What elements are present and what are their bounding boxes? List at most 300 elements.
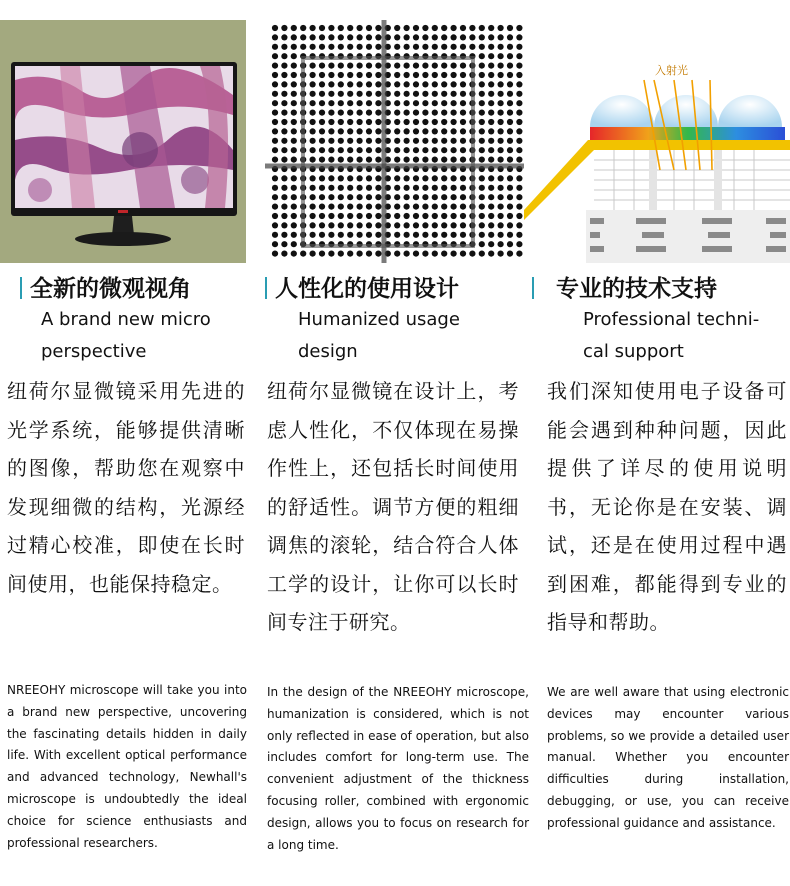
grid-dot bbox=[281, 72, 287, 78]
grid-dot bbox=[328, 157, 334, 163]
grid-dot bbox=[516, 128, 522, 134]
grid-dot bbox=[498, 100, 504, 106]
grid-dot bbox=[488, 91, 494, 97]
section-title-cn bbox=[20, 270, 191, 303]
grid-dot bbox=[404, 204, 410, 210]
grid-dot bbox=[375, 222, 381, 228]
grid-dot bbox=[479, 157, 485, 163]
grid-dot bbox=[319, 110, 325, 116]
grid-dot bbox=[451, 110, 457, 116]
grid-dot bbox=[432, 232, 438, 238]
grid-dot bbox=[338, 100, 344, 106]
grid-dot bbox=[516, 81, 522, 87]
grid-dot bbox=[488, 34, 494, 40]
grid-dot bbox=[507, 63, 513, 69]
grid-dot bbox=[272, 100, 278, 106]
grid-dot bbox=[422, 119, 428, 125]
grid-dot bbox=[432, 147, 438, 153]
grid-dot bbox=[413, 232, 419, 238]
en-title-line: Humanized usage bbox=[298, 309, 460, 330]
grid-dot bbox=[460, 128, 466, 134]
grid-dot bbox=[310, 44, 316, 50]
grid-dot bbox=[272, 110, 278, 116]
grid-dot bbox=[347, 194, 353, 200]
grid-dot bbox=[413, 72, 419, 78]
grid-dot bbox=[310, 25, 316, 31]
grid-dot bbox=[507, 100, 513, 106]
grid-dot bbox=[432, 128, 438, 134]
grid-dot bbox=[347, 119, 353, 125]
grid-dot bbox=[328, 204, 334, 210]
grid-dot bbox=[272, 63, 278, 69]
grid-dot bbox=[366, 128, 372, 134]
grid-dot bbox=[291, 175, 297, 181]
grid-dot bbox=[347, 63, 353, 69]
grid-dot bbox=[281, 204, 287, 210]
grid-dot bbox=[357, 128, 363, 134]
grid-dot bbox=[498, 138, 504, 144]
grid-dot bbox=[272, 222, 278, 228]
grid-dot bbox=[413, 44, 419, 50]
grid-dot bbox=[338, 232, 344, 238]
grid-dot bbox=[272, 44, 278, 50]
grid-dot bbox=[516, 222, 522, 228]
grid-dot bbox=[413, 119, 419, 125]
grid-dot bbox=[413, 91, 419, 97]
grid-dot bbox=[272, 147, 278, 153]
grid-dot bbox=[469, 25, 475, 31]
grid-dot bbox=[291, 44, 297, 50]
grid-dot bbox=[366, 44, 372, 50]
grid-dot bbox=[394, 185, 400, 191]
grid-dot bbox=[441, 119, 447, 125]
grid-dot bbox=[272, 81, 278, 87]
grid-dot bbox=[338, 110, 344, 116]
grid-dot bbox=[479, 204, 485, 210]
grid-dot bbox=[422, 175, 428, 181]
grid-dot bbox=[441, 222, 447, 228]
grid-dot bbox=[328, 25, 334, 31]
grid-dot bbox=[479, 128, 485, 134]
grid-dot bbox=[328, 222, 334, 228]
grid-dot bbox=[516, 194, 522, 200]
grid-dot bbox=[319, 204, 325, 210]
grid-dot bbox=[460, 251, 466, 257]
grid-dot bbox=[394, 175, 400, 181]
grid-dot bbox=[328, 147, 334, 153]
grid-dot bbox=[460, 213, 466, 219]
grid-dot bbox=[498, 175, 504, 181]
grid-dot bbox=[488, 119, 494, 125]
grid-dot bbox=[300, 25, 306, 31]
grid-dot bbox=[319, 119, 325, 125]
grid-dot bbox=[366, 222, 372, 228]
grid-dot bbox=[413, 25, 419, 31]
grid-dot bbox=[319, 251, 325, 257]
grid-dot bbox=[507, 119, 513, 125]
grid-dot bbox=[328, 251, 334, 257]
grid-dot bbox=[516, 44, 522, 50]
grid-dot bbox=[375, 147, 381, 153]
grid-dot bbox=[310, 138, 316, 144]
grid-dot bbox=[507, 91, 513, 97]
grid-dot bbox=[394, 232, 400, 238]
grid-dot bbox=[375, 81, 381, 87]
grid-dot bbox=[422, 138, 428, 144]
grid-dot bbox=[338, 128, 344, 134]
grid-dot bbox=[281, 222, 287, 228]
grid-dot bbox=[291, 81, 297, 87]
description-cn: 纽荷尔显微镜在设计上，考虑人性化，不仅体现在易操作性上，还包括长时间使用的舒适性。调节方便的粗细调焦的滚轮，结合符合人体工学的设计，让你可以长时间专注于研究。 bbox=[267, 379, 519, 634]
grid-dot bbox=[432, 138, 438, 144]
grid-dot bbox=[404, 91, 410, 97]
grid-dot bbox=[357, 185, 363, 191]
grid-dot bbox=[479, 44, 485, 50]
grid-dot bbox=[328, 194, 334, 200]
grid-dot bbox=[516, 34, 522, 40]
grid-dot bbox=[451, 44, 457, 50]
grid-dot bbox=[366, 119, 372, 125]
grid-dot bbox=[319, 222, 325, 228]
grid-dot bbox=[357, 44, 363, 50]
grid-dot bbox=[272, 232, 278, 238]
grid-dot bbox=[498, 147, 504, 153]
grid-dot bbox=[488, 232, 494, 238]
grid-dot bbox=[300, 34, 306, 40]
grid-dot bbox=[460, 138, 466, 144]
grid-dot bbox=[394, 128, 400, 134]
grid-dot bbox=[281, 175, 287, 181]
grid-dot bbox=[507, 110, 513, 116]
grid-dot bbox=[516, 175, 522, 181]
grid-dot bbox=[291, 194, 297, 200]
grid-dot bbox=[366, 110, 372, 116]
grid-dot bbox=[432, 204, 438, 210]
grid-dot bbox=[291, 147, 297, 153]
grid-dot bbox=[310, 63, 316, 69]
grid-dot bbox=[319, 128, 325, 134]
grid-dot bbox=[272, 128, 278, 134]
grid-dot bbox=[404, 185, 410, 191]
section-title-cn bbox=[532, 270, 717, 303]
grid-dot bbox=[319, 213, 325, 219]
grid-dot bbox=[404, 222, 410, 228]
grid-dot bbox=[422, 232, 428, 238]
grid-dot bbox=[310, 119, 316, 125]
monitor-microscope-image bbox=[0, 20, 246, 263]
grid-dot bbox=[498, 194, 504, 200]
grid-dot bbox=[281, 100, 287, 106]
grid-dot bbox=[375, 44, 381, 50]
grid-dot bbox=[281, 63, 287, 69]
grid-dot bbox=[366, 81, 372, 87]
grid-dot bbox=[404, 100, 410, 106]
grid-dot bbox=[451, 138, 457, 144]
grid-dot bbox=[460, 119, 466, 125]
grid-dot bbox=[310, 128, 316, 134]
grid-dot bbox=[441, 34, 447, 40]
grid-dot bbox=[319, 138, 325, 144]
grid-dot bbox=[272, 91, 278, 97]
accent-bar bbox=[265, 277, 267, 299]
grid-dot bbox=[328, 119, 334, 125]
grid-dot bbox=[357, 251, 363, 257]
grid-dot bbox=[319, 157, 325, 163]
grid-dot bbox=[460, 147, 466, 153]
grid-dot bbox=[441, 232, 447, 238]
grid-dot bbox=[328, 91, 334, 97]
grid-dot bbox=[460, 204, 466, 210]
grid-dot bbox=[347, 222, 353, 228]
grid-dot bbox=[375, 232, 381, 238]
grid-dot bbox=[357, 91, 363, 97]
grid-dot bbox=[432, 100, 438, 106]
grid-dot bbox=[488, 81, 494, 87]
grid-dot bbox=[498, 157, 504, 163]
grid-dot bbox=[516, 72, 522, 78]
grid-dot bbox=[338, 81, 344, 87]
grid-dot bbox=[516, 157, 522, 163]
grid-dot bbox=[441, 100, 447, 106]
grid-dot bbox=[366, 204, 372, 210]
grid-dot bbox=[357, 119, 363, 125]
grid-dot bbox=[291, 251, 297, 257]
grid-dot bbox=[291, 204, 297, 210]
grid-dot bbox=[498, 251, 504, 257]
grid-dot bbox=[319, 185, 325, 191]
grid-dot bbox=[479, 34, 485, 40]
grid-dot bbox=[441, 204, 447, 210]
grid-dot bbox=[479, 194, 485, 200]
grid-dot bbox=[451, 91, 457, 97]
grid-dot bbox=[347, 185, 353, 191]
grid-dot bbox=[498, 110, 504, 116]
grid-dot bbox=[498, 25, 504, 31]
grid-dot bbox=[404, 63, 410, 69]
grid-dot bbox=[394, 222, 400, 228]
section-title-en bbox=[583, 304, 759, 368]
grid-dot bbox=[413, 34, 419, 40]
grid-dot bbox=[413, 194, 419, 200]
grid-dot bbox=[347, 25, 353, 31]
grid-dot bbox=[328, 81, 334, 87]
grid-dot bbox=[357, 175, 363, 181]
grid-dot bbox=[394, 138, 400, 144]
grid-dot bbox=[281, 157, 287, 163]
grid-dot bbox=[347, 138, 353, 144]
grid-dot bbox=[291, 157, 297, 163]
grid-dot bbox=[441, 44, 447, 50]
accent-bar bbox=[532, 277, 534, 299]
grid-dot bbox=[422, 91, 428, 97]
grid-dot bbox=[357, 194, 363, 200]
grid-dot bbox=[507, 222, 513, 228]
grid-dot bbox=[507, 81, 513, 87]
grid-dot bbox=[347, 44, 353, 50]
grid-dot bbox=[404, 232, 410, 238]
grid-dot bbox=[451, 119, 457, 125]
grid-dot bbox=[498, 204, 504, 210]
grid-dot bbox=[366, 194, 372, 200]
grid-dot bbox=[488, 213, 494, 219]
grid-dot bbox=[347, 175, 353, 181]
grid-dot bbox=[413, 222, 419, 228]
grid-dot bbox=[375, 251, 381, 257]
grid-dot bbox=[507, 185, 513, 191]
grid-dot bbox=[451, 81, 457, 87]
grid-dot bbox=[413, 147, 419, 153]
grid-dot bbox=[479, 110, 485, 116]
grid-dot bbox=[328, 185, 334, 191]
grid-dot bbox=[498, 128, 504, 134]
section-title-en bbox=[298, 304, 460, 368]
grid-dot bbox=[272, 72, 278, 78]
grid-dot bbox=[469, 34, 475, 40]
grid-dot bbox=[404, 194, 410, 200]
grid-dot bbox=[432, 44, 438, 50]
grid-dot bbox=[394, 100, 400, 106]
grid-dot bbox=[479, 241, 485, 247]
grid-dot bbox=[507, 251, 513, 257]
grid-dot bbox=[394, 119, 400, 125]
grid-dot bbox=[432, 110, 438, 116]
grid-dot bbox=[404, 251, 410, 257]
grid-dot bbox=[488, 241, 494, 247]
grid-dot bbox=[375, 185, 381, 191]
grid-dot bbox=[422, 81, 428, 87]
grid-dot bbox=[479, 53, 485, 59]
grid-dot bbox=[432, 185, 438, 191]
grid-dot bbox=[460, 222, 466, 228]
section-title-en bbox=[41, 304, 211, 368]
grid-dot bbox=[328, 128, 334, 134]
grid-dot bbox=[488, 175, 494, 181]
grid-dot bbox=[281, 34, 287, 40]
grid-dot bbox=[516, 138, 522, 144]
grid-dot bbox=[479, 175, 485, 181]
grid-dot bbox=[375, 204, 381, 210]
grid-dot bbox=[422, 72, 428, 78]
en-title-line: perspective bbox=[41, 341, 147, 362]
grid-dot bbox=[498, 91, 504, 97]
grid-dot bbox=[375, 100, 381, 106]
grid-dot bbox=[375, 213, 381, 219]
grid-dot bbox=[507, 138, 513, 144]
grid-dot bbox=[281, 147, 287, 153]
grid-dot bbox=[498, 72, 504, 78]
grid-dot bbox=[441, 63, 447, 69]
grid-dot bbox=[394, 213, 400, 219]
grid-dot bbox=[281, 44, 287, 50]
grid-dot bbox=[328, 232, 334, 238]
grid-dot bbox=[291, 100, 297, 106]
grid-dot bbox=[281, 119, 287, 125]
grid-dot bbox=[488, 194, 494, 200]
grid-dot bbox=[366, 91, 372, 97]
grid-dot bbox=[488, 204, 494, 210]
grid-dot bbox=[441, 110, 447, 116]
grid-dot bbox=[310, 72, 316, 78]
grid-dot bbox=[413, 63, 419, 69]
description-en: In the design of the NREEOHY microscope, humanization is considered, which is not only reflected in ease of operation, but also includes comfort for long-term use. The convenient adjustment of the thickness focusing roller, combined with ergonomic design, allows you to focus on research for a long time. bbox=[267, 685, 529, 852]
grid-dot bbox=[432, 157, 438, 163]
grid-dot bbox=[451, 157, 457, 163]
grid-dot bbox=[338, 34, 344, 40]
grid-dot bbox=[498, 232, 504, 238]
grid-dot bbox=[272, 194, 278, 200]
grid-dot bbox=[366, 138, 372, 144]
grid-dot bbox=[347, 81, 353, 87]
grid-dot bbox=[441, 147, 447, 153]
grid-dot bbox=[338, 175, 344, 181]
grid-dot bbox=[451, 72, 457, 78]
grid-dot bbox=[404, 119, 410, 125]
grid-dot bbox=[516, 185, 522, 191]
grid-dot bbox=[366, 213, 372, 219]
grid-dot bbox=[291, 241, 297, 247]
grid-dot bbox=[441, 25, 447, 31]
grid-dot bbox=[319, 91, 325, 97]
grid-dot bbox=[310, 110, 316, 116]
grid-dot bbox=[451, 194, 457, 200]
grid-dot bbox=[319, 81, 325, 87]
grid-dot bbox=[394, 251, 400, 257]
grid-dot bbox=[319, 25, 325, 31]
grid-dot bbox=[291, 232, 297, 238]
section-title-cn bbox=[265, 270, 459, 303]
grid-dot bbox=[310, 147, 316, 153]
grid-dot bbox=[338, 138, 344, 144]
grid-dot bbox=[488, 53, 494, 59]
grid-dot bbox=[347, 157, 353, 163]
grid-dot bbox=[413, 110, 419, 116]
grid-dot bbox=[488, 110, 494, 116]
grid-dot bbox=[394, 91, 400, 97]
grid-dot bbox=[366, 175, 372, 181]
grid-dot bbox=[300, 44, 306, 50]
grid-dot bbox=[375, 72, 381, 78]
grid-dot bbox=[488, 128, 494, 134]
grid-dot bbox=[422, 100, 428, 106]
grid-dot bbox=[319, 63, 325, 69]
grid-dot bbox=[310, 204, 316, 210]
grid-dot bbox=[404, 213, 410, 219]
grid-dot bbox=[347, 72, 353, 78]
grid-dot bbox=[328, 44, 334, 50]
grid-dot bbox=[404, 81, 410, 87]
grid-dot bbox=[375, 194, 381, 200]
grid-dot bbox=[507, 157, 513, 163]
grid-dot bbox=[488, 157, 494, 163]
grid-dot bbox=[281, 138, 287, 144]
grid-dot bbox=[366, 72, 372, 78]
grid-dot bbox=[366, 232, 372, 238]
grid-dot bbox=[422, 63, 428, 69]
grid-dot bbox=[432, 91, 438, 97]
description-cn: 纽荷尔显微镜采用先进的光学系统，能够提供清晰的图像，帮助您在观察中发现细微的结构，光源经过精心校准，即使在长时间使用，也能保持稳定。 bbox=[7, 379, 245, 596]
grid-dot bbox=[328, 110, 334, 116]
grid-dot bbox=[404, 147, 410, 153]
grid-dot bbox=[507, 25, 513, 31]
grid-dot bbox=[347, 100, 353, 106]
grid-dot bbox=[272, 25, 278, 31]
grid-dot bbox=[516, 213, 522, 219]
grid-dot bbox=[516, 53, 522, 59]
grid-dot bbox=[319, 175, 325, 181]
grid-dot bbox=[300, 251, 306, 257]
grid-dot bbox=[498, 213, 504, 219]
grid-dot bbox=[375, 128, 381, 134]
